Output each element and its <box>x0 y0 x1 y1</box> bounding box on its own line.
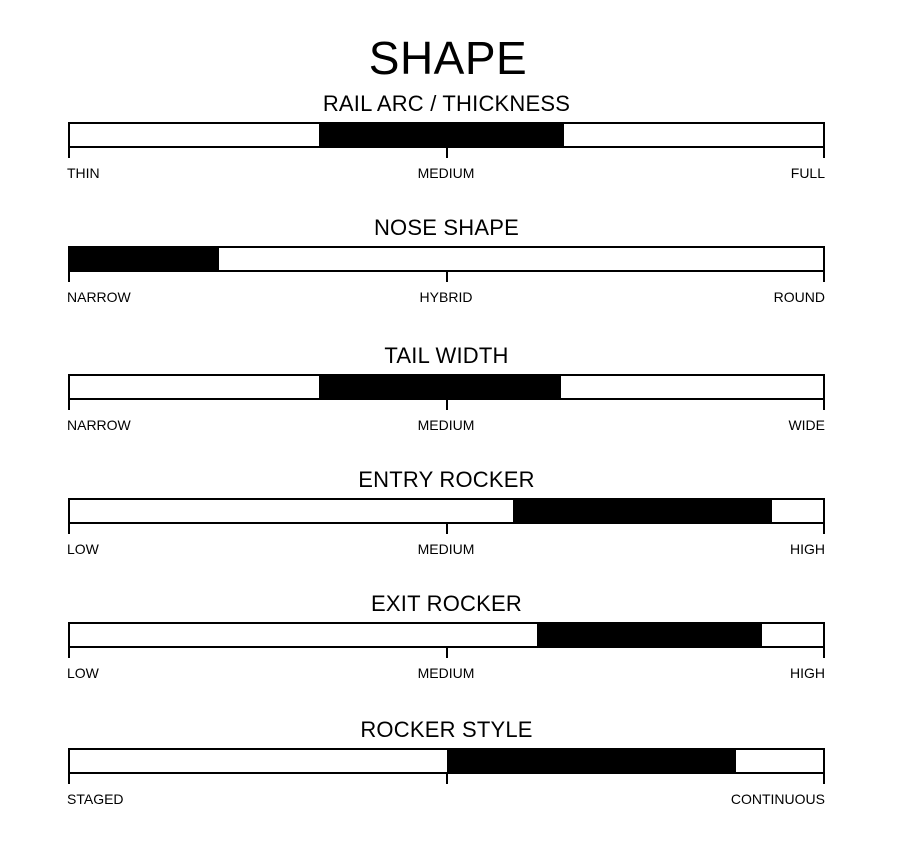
scale-fill <box>319 124 564 146</box>
tick-max <box>823 646 825 658</box>
tick-label-min: LOW <box>67 665 99 681</box>
tick-label-max: HIGH <box>790 541 825 557</box>
scale-2 <box>68 344 825 436</box>
tick-mid <box>446 270 448 282</box>
chart-title: SHAPE <box>368 32 528 84</box>
tick-max <box>823 522 825 534</box>
scale-fill <box>537 624 762 646</box>
scale-title: ROCKER STYLE <box>360 717 533 742</box>
scale-title: RAIL ARC / THICKNESS <box>322 91 571 116</box>
tick-max <box>823 772 825 784</box>
tick-label-mid: HYBRID <box>419 289 473 305</box>
tick-min <box>68 146 70 158</box>
scale-track <box>68 498 825 524</box>
tick-label-max: CONTINUOUS <box>730 791 825 807</box>
tick-mid <box>446 146 448 158</box>
scale-title: EXIT ROCKER <box>371 591 522 616</box>
scale-track <box>68 246 825 272</box>
tick-mid <box>446 646 448 658</box>
tick-label-min: LOW <box>67 541 99 557</box>
tick-label-max: ROUND <box>773 289 825 305</box>
tick-mid <box>446 398 448 410</box>
tick-label-mid: MEDIUM <box>417 541 475 557</box>
tick-label-min: STAGED <box>67 791 124 807</box>
scale-title: ENTRY ROCKER <box>358 467 535 492</box>
scale-4 <box>68 592 825 684</box>
scale-title: TAIL WIDTH <box>384 343 509 368</box>
scale-fill <box>513 500 772 522</box>
tick-min <box>68 522 70 534</box>
tick-label-max: HIGH <box>790 665 825 681</box>
tick-label-mid: MEDIUM <box>417 665 475 681</box>
tick-label-mid: MEDIUM <box>417 165 475 181</box>
scale-fill <box>70 248 219 270</box>
tick-max <box>823 398 825 410</box>
tick-label-min: NARROW <box>67 289 131 305</box>
tick-min <box>68 270 70 282</box>
scale-5 <box>68 718 825 810</box>
scale-fill <box>319 376 561 398</box>
tick-label-mid: MEDIUM <box>417 417 475 433</box>
tick-min <box>68 646 70 658</box>
tick-label-max: FULL <box>790 165 825 181</box>
tick-mid <box>446 772 448 784</box>
scale-track <box>68 622 825 648</box>
scale-0 <box>68 92 825 184</box>
scale-3 <box>68 468 825 560</box>
tick-mid <box>446 522 448 534</box>
tick-label-min: NARROW <box>67 417 131 433</box>
tick-min <box>68 772 70 784</box>
scale-track <box>68 374 825 400</box>
scale-title: NOSE SHAPE <box>373 215 520 240</box>
tick-max <box>823 146 825 158</box>
tick-label-max: WIDE <box>788 417 825 433</box>
scale-1 <box>68 216 825 308</box>
scale-track <box>68 122 825 148</box>
scale-track <box>68 748 825 774</box>
tick-label-min: THIN <box>67 165 100 181</box>
tick-max <box>823 270 825 282</box>
scale-fill <box>447 750 737 772</box>
tick-min <box>68 398 70 410</box>
